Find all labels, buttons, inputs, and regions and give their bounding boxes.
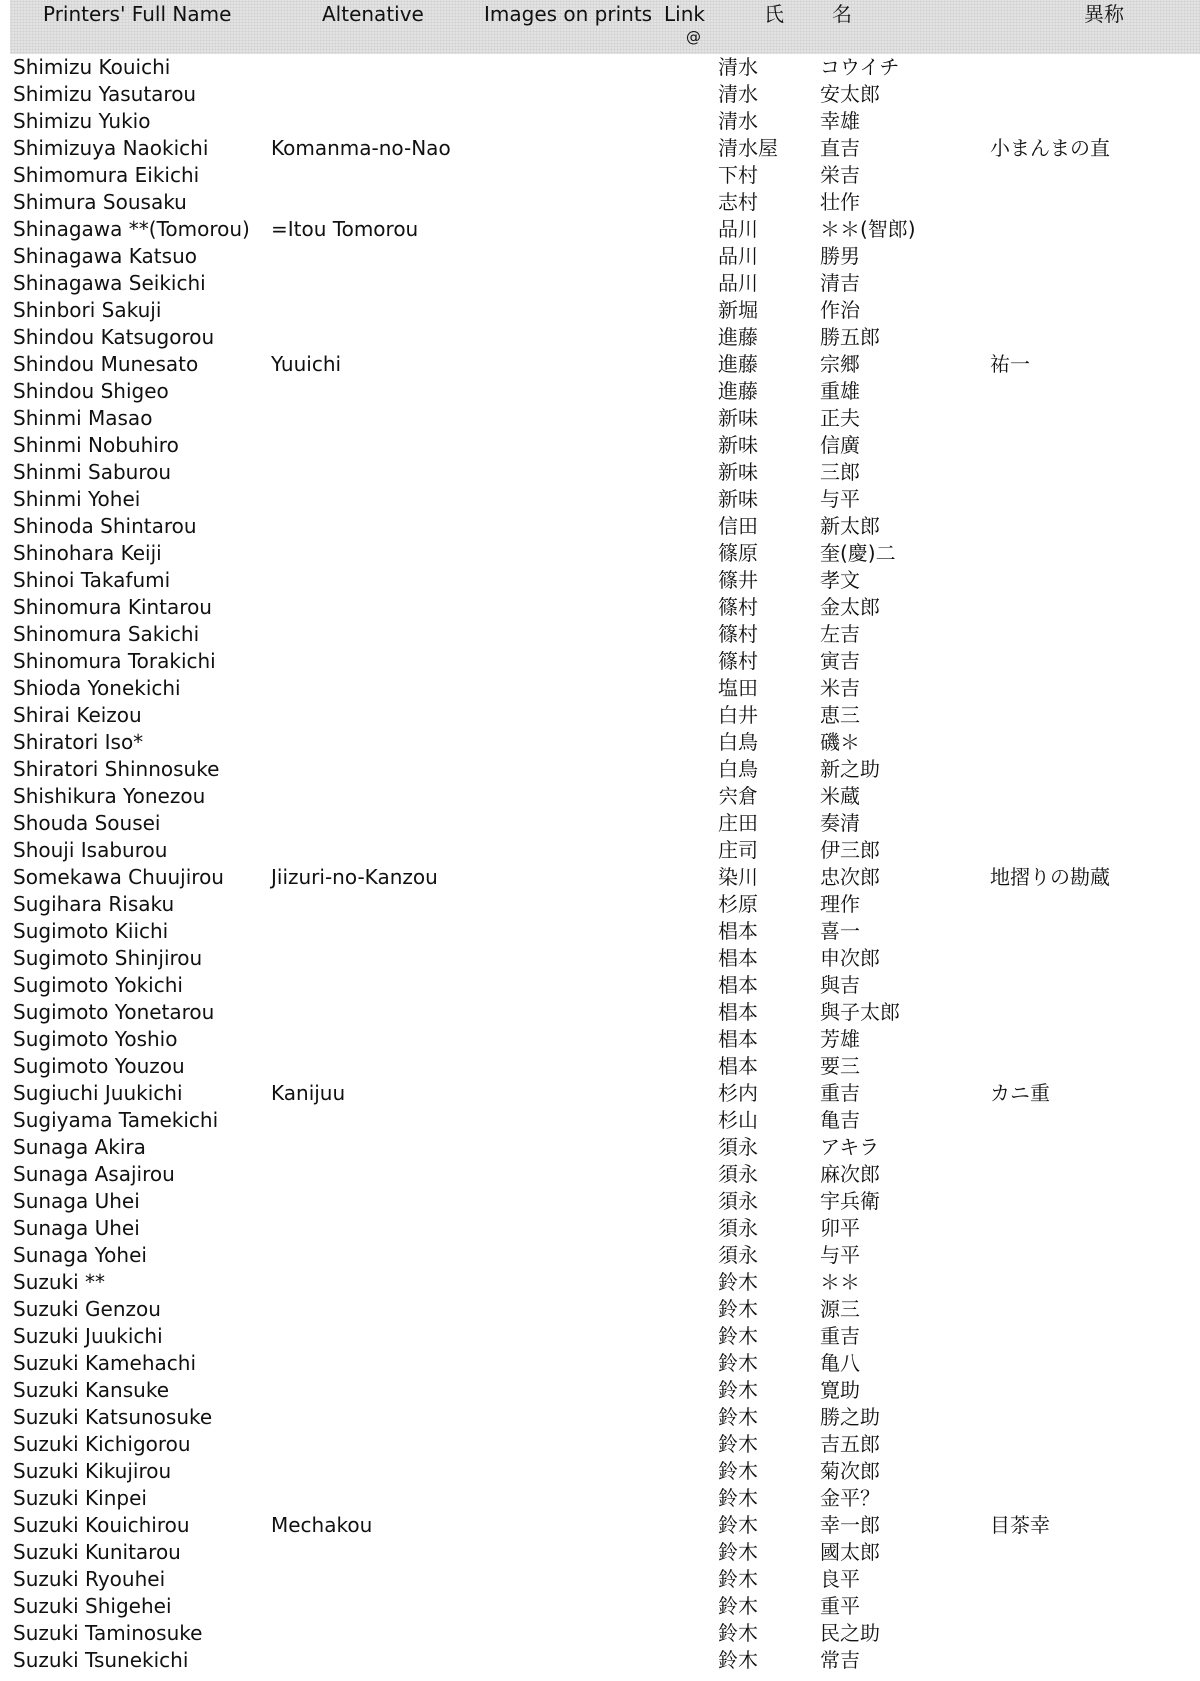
printer-given-name: 三郎: [820, 460, 860, 484]
table-row: [0, 675, 1200, 702]
printer-full-name: Shinomura Kintarou: [13, 595, 212, 619]
printer-surname: 杉山: [718, 1108, 758, 1132]
printer-full-name: Sunaga Asajirou: [13, 1162, 175, 1186]
printer-given-name: 新太郎: [820, 514, 880, 538]
table-row: [0, 702, 1200, 729]
printer-given-name: 新之助: [820, 757, 880, 781]
printer-surname: 鈴木: [718, 1405, 758, 1429]
printer-full-name: Shinomura Torakichi: [13, 649, 216, 673]
table-row: [0, 1539, 1200, 1566]
printer-full-name: Shimizuya Naokichi: [13, 136, 209, 160]
printer-surname: 新味: [718, 433, 758, 457]
printer-surname: 篠村: [718, 595, 758, 619]
printer-given-name: 國太郎: [820, 1540, 880, 1564]
table-row: [0, 810, 1200, 837]
printer-surname: 志村: [718, 190, 758, 214]
printer-surname: 進藤: [718, 325, 758, 349]
printer-surname: 進藤: [718, 352, 758, 376]
printer-full-name: Shimomura Eikichi: [13, 163, 200, 187]
table-row: [0, 1350, 1200, 1377]
printer-given-name: 常吉: [820, 1648, 860, 1672]
table-row: [0, 1620, 1200, 1647]
printer-surname: 鈴木: [718, 1567, 758, 1591]
table-row: [0, 270, 1200, 297]
printer-full-name: Sunaga Akira: [13, 1135, 146, 1159]
printer-given-name: 重雄: [820, 379, 860, 403]
printer-given-name: ＊＊(智郎): [820, 217, 916, 241]
table-row: [0, 486, 1200, 513]
printer-surname: 宍倉: [718, 784, 758, 808]
printer-surname: 鈴木: [718, 1351, 758, 1375]
printer-given-name: 米吉: [820, 676, 860, 700]
printer-full-name: Suzuki Katsunosuke: [13, 1405, 213, 1429]
printer-full-name: Shinmi Yohei: [13, 487, 141, 511]
table-row: [0, 513, 1200, 540]
printer-alternative-name: Yuuichi: [271, 352, 342, 376]
table-row: [0, 162, 1200, 189]
table-row: [0, 1323, 1200, 1350]
printer-given-name: 幸雄: [820, 109, 860, 133]
printer-surname: 鈴木: [718, 1594, 758, 1618]
printer-full-name: Shiratori Iso*: [13, 730, 144, 754]
printer-given-name: 奏清: [820, 811, 860, 835]
printer-alternative-name: =Itou Tomorou: [271, 217, 419, 241]
printer-given-name: 良平: [820, 1567, 860, 1591]
table-row: [0, 567, 1200, 594]
printer-full-name: Shinoi Takafumi: [13, 568, 171, 592]
table-row: [0, 1161, 1200, 1188]
printer-alias: 目茶幸: [990, 1513, 1050, 1537]
table-row: [0, 1080, 1200, 1107]
printer-given-name: 理作: [820, 892, 860, 916]
printer-given-name: 金太郎: [820, 595, 880, 619]
printer-given-name: 宗郷: [820, 352, 860, 376]
printer-surname: 椙本: [718, 1027, 758, 1051]
printer-surname: 染川: [718, 865, 758, 889]
printer-surname: 杉内: [718, 1081, 758, 1105]
header-given-name: 名: [832, 2, 852, 26]
printer-full-name: Sugimoto Yoshio: [13, 1027, 178, 1051]
printer-given-name: コウイチ: [820, 55, 900, 79]
printer-full-name: Shinbori Sakuji: [13, 298, 162, 322]
printer-surname: 椙本: [718, 1000, 758, 1024]
table-row: [0, 594, 1200, 621]
printer-full-name: Suzuki Kansuke: [13, 1378, 170, 1402]
printer-given-name: 芳雄: [820, 1027, 860, 1051]
table-row: [0, 837, 1200, 864]
table-row: [0, 1593, 1200, 1620]
printer-given-name: 忠次郎: [820, 865, 880, 889]
table-row: [0, 1242, 1200, 1269]
printer-given-name: 清吉: [820, 271, 860, 295]
printer-given-name: 勝五郎: [820, 325, 880, 349]
printer-surname: 須永: [718, 1162, 758, 1186]
printer-surname: 鈴木: [718, 1459, 758, 1483]
printer-given-name: 亀八: [820, 1351, 860, 1375]
printer-full-name: Sugimoto Youzou: [13, 1054, 185, 1078]
printer-full-name: Shimizu Yukio: [13, 109, 151, 133]
printer-full-name: Sugimoto Yonetarou: [13, 1000, 215, 1024]
table-row: [0, 405, 1200, 432]
printer-given-name: 与平: [820, 487, 860, 511]
printer-given-name: 正夫: [820, 406, 860, 430]
printer-given-name: 信廣: [820, 433, 860, 457]
printer-given-name: 重吉: [820, 1324, 860, 1348]
printer-given-name: 幸一郎: [820, 1513, 880, 1537]
table-row: [0, 756, 1200, 783]
printer-full-name: Suzuki Kikujirou: [13, 1459, 172, 1483]
table-row: [0, 918, 1200, 945]
printer-full-name: Shinmi Nobuhiro: [13, 433, 179, 457]
printer-surname: 椙本: [718, 973, 758, 997]
header-link: Link: [664, 2, 705, 26]
printer-full-name: Sugihara Risaku: [13, 892, 175, 916]
printer-surname: 鈴木: [718, 1513, 758, 1537]
printer-full-name: Shishikura Yonezou: [13, 784, 206, 808]
printer-given-name: 孝文: [820, 568, 860, 592]
printer-given-name: 奎(慶)二: [820, 541, 896, 565]
table-row: [0, 243, 1200, 270]
printer-surname: 篠原: [718, 541, 758, 565]
printer-full-name: Sunaga Uhei: [13, 1216, 140, 1240]
printer-surname: 白井: [718, 703, 758, 727]
printer-surname: 白鳥: [718, 757, 758, 781]
printer-surname: 鈴木: [718, 1378, 758, 1402]
printer-surname: 鈴木: [718, 1540, 758, 1564]
printer-surname: 鈴木: [718, 1486, 758, 1510]
printer-full-name: Sunaga Uhei: [13, 1189, 140, 1213]
table-row: [0, 729, 1200, 756]
table-row: [0, 216, 1200, 243]
printer-full-name: Shinagawa **(Tomorou): [13, 217, 250, 241]
table-row: [0, 1647, 1200, 1674]
printer-full-name: Shimizu Kouichi: [13, 55, 171, 79]
printer-given-name: 申次郎: [820, 946, 880, 970]
printer-surname: 清水屋: [718, 136, 778, 160]
printer-full-name: Shiratori Shinnosuke: [13, 757, 220, 781]
header-full-name: Printers' Full Name: [43, 2, 232, 26]
printer-given-name: 宇兵衛: [820, 1189, 880, 1213]
header-alias: 異称: [1084, 2, 1124, 26]
printer-given-name: 栄吉: [820, 163, 860, 187]
printer-given-name: 米蔵: [820, 784, 860, 808]
printer-surname: 品川: [718, 244, 758, 268]
printer-given-name: 寛助: [820, 1378, 860, 1402]
printer-given-name: 恵三: [820, 703, 860, 727]
printer-alias: 祐一: [990, 352, 1030, 376]
printer-given-name: 卯平: [820, 1216, 860, 1240]
printer-table-body: [0, 54, 1200, 1674]
printer-surname: 篠村: [718, 649, 758, 673]
printer-given-name: 重吉: [820, 1081, 860, 1105]
printer-alternative-name: Jiizuri-no-Kanzou: [271, 865, 438, 889]
printer-full-name: Sugimoto Shinjirou: [13, 946, 203, 970]
table-row: [0, 1215, 1200, 1242]
printer-surname: 鈴木: [718, 1432, 758, 1456]
printer-given-name: 勝男: [820, 244, 860, 268]
printer-surname: 進藤: [718, 379, 758, 403]
printer-given-name: 源三: [820, 1297, 860, 1321]
table-row: [0, 1512, 1200, 1539]
printer-full-name: Suzuki Kamehachi: [13, 1351, 197, 1375]
printer-surname: 品川: [718, 271, 758, 295]
printer-full-name: Suzuki Kinpei: [13, 1486, 147, 1510]
printer-surname: 鈴木: [718, 1324, 758, 1348]
printer-full-name: Shindou Shigeo: [13, 379, 169, 403]
table-row: [0, 1566, 1200, 1593]
printer-full-name: Shinmi Masao: [13, 406, 153, 430]
printer-given-name: アキラ: [820, 1135, 880, 1159]
printer-surname: 椙本: [718, 946, 758, 970]
printer-surname: 鈴木: [718, 1648, 758, 1672]
table-row: [0, 1377, 1200, 1404]
printer-full-name: Sugiuchi Juukichi: [13, 1081, 183, 1105]
table-row: [0, 189, 1200, 216]
printer-alias: 地摺りの勘蔵: [990, 865, 1110, 889]
printer-full-name: Shimizu Yasutarou: [13, 82, 197, 106]
table-row: [0, 1107, 1200, 1134]
printer-alternative-name: Komanma-no-Nao: [271, 136, 451, 160]
printer-full-name: Shinoda Shintarou: [13, 514, 197, 538]
printer-surname: 須永: [718, 1135, 758, 1159]
printer-given-name: 與子太郎: [820, 1000, 900, 1024]
table-row: [0, 378, 1200, 405]
table-row: [0, 1134, 1200, 1161]
printer-full-name: Shinagawa Katsuo: [13, 244, 197, 268]
table-row: [0, 108, 1200, 135]
printer-full-name: Shinohara Keiji: [13, 541, 162, 565]
printer-given-name: 与平: [820, 1243, 860, 1267]
printer-full-name: Suzuki Tsunekichi: [13, 1648, 189, 1672]
table-row: [0, 648, 1200, 675]
printer-surname: 清水: [718, 109, 758, 133]
table-row: [0, 1404, 1200, 1431]
printer-surname: 新味: [718, 460, 758, 484]
table-row: [0, 891, 1200, 918]
printer-full-name: Sunaga Yohei: [13, 1243, 147, 1267]
printer-given-name: ＊＊: [820, 1270, 860, 1294]
table-row: [0, 1053, 1200, 1080]
printer-full-name: Sugimoto Yokichi: [13, 973, 183, 997]
printer-given-name: 勝之助: [820, 1405, 880, 1429]
printer-given-name: 吉五郎: [820, 1432, 880, 1456]
printer-surname: 信田: [718, 514, 758, 538]
printer-surname: 品川: [718, 217, 758, 241]
printer-full-name: Shinomura Sakichi: [13, 622, 200, 646]
table-row: [0, 783, 1200, 810]
printer-surname: 杉原: [718, 892, 758, 916]
printer-alternative-name: Mechakou: [271, 1513, 373, 1537]
table-row: [0, 324, 1200, 351]
header-images-on-prints: Images on prints: [484, 2, 653, 26]
printer-given-name: 伊三郎: [820, 838, 880, 862]
printer-surname: 椙本: [718, 1054, 758, 1078]
printer-given-name: 作治: [820, 298, 860, 322]
printer-full-name: Suzuki Shigehei: [13, 1594, 172, 1618]
printer-surname: 庄司: [718, 838, 758, 862]
printer-surname: 鈴木: [718, 1297, 758, 1321]
table-row: [0, 1458, 1200, 1485]
table-row: [0, 351, 1200, 378]
printer-given-name: 重平: [820, 1594, 860, 1618]
printer-surname: 新味: [718, 406, 758, 430]
table-row: [0, 999, 1200, 1026]
printer-full-name: Sugimoto Kiichi: [13, 919, 169, 943]
printer-surname: 須永: [718, 1189, 758, 1213]
table-row: [0, 945, 1200, 972]
printer-given-name: 民之助: [820, 1621, 880, 1645]
printer-given-name: 磯＊: [820, 730, 860, 754]
printer-given-name: 喜一: [820, 919, 860, 943]
printer-given-name: 麻次郎: [820, 1162, 880, 1186]
printer-surname: 下村: [718, 163, 758, 187]
printer-surname: 清水: [718, 55, 758, 79]
printer-full-name: Suzuki **: [13, 1270, 106, 1294]
printer-full-name: Suzuki Ryouhei: [13, 1567, 166, 1591]
header-alternative: Altenative: [322, 2, 424, 26]
header-surname: 氏: [764, 2, 784, 26]
table-row: [0, 621, 1200, 648]
printer-given-name: 左吉: [820, 622, 860, 646]
printer-full-name: Shioda Yonekichi: [13, 676, 181, 700]
printer-surname: 須永: [718, 1216, 758, 1240]
printer-surname: 清水: [718, 82, 758, 106]
printer-given-name: 直吉: [820, 136, 860, 160]
table-header: [10, 0, 1200, 54]
printer-full-name: Suzuki Taminosuke: [13, 1621, 203, 1645]
printer-surname: 新味: [718, 487, 758, 511]
table-row: [0, 81, 1200, 108]
table-row: [0, 459, 1200, 486]
table-row: [0, 972, 1200, 999]
printer-given-name: 亀吉: [820, 1108, 860, 1132]
table-row: [0, 1188, 1200, 1215]
printer-full-name: Shouji Isaburou: [13, 838, 168, 862]
printer-full-name: Shinagawa Seikichi: [13, 271, 206, 295]
printer-given-name: 壮作: [820, 190, 860, 214]
printer-full-name: Sugiyama Tamekichi: [13, 1108, 219, 1132]
printer-surname: 篠村: [718, 622, 758, 646]
printer-full-name: Suzuki Juukichi: [13, 1324, 163, 1348]
printer-surname: 塩田: [718, 676, 758, 700]
printer-surname: 白鳥: [718, 730, 758, 754]
printer-given-name: 安太郎: [820, 82, 880, 106]
printer-alias: 小まんまの直: [990, 136, 1110, 160]
printer-surname: 鈴木: [718, 1270, 758, 1294]
printer-full-name: Somekawa Chuujirou: [13, 865, 224, 889]
printer-given-name: 菊次郎: [820, 1459, 880, 1483]
table-row: [0, 1296, 1200, 1323]
printer-full-name: Shirai Keizou: [13, 703, 142, 727]
table-row: [0, 1431, 1200, 1458]
printer-given-name: 與吉: [820, 973, 860, 997]
printer-full-name: Shindou Katsugorou: [13, 325, 215, 349]
printer-alternative-name: Kanijuu: [271, 1081, 346, 1105]
printer-given-name: 寅吉: [820, 649, 860, 673]
table-row: [0, 540, 1200, 567]
printer-surname: 庄田: [718, 811, 758, 835]
printer-full-name: Shimura Sousaku: [13, 190, 187, 214]
printer-surname: 鈴木: [718, 1621, 758, 1645]
table-row: [0, 1485, 1200, 1512]
printer-surname: 篠井: [718, 568, 758, 592]
printer-full-name: Suzuki Kunitarou: [13, 1540, 181, 1564]
printer-surname: 新堀: [718, 298, 758, 322]
table-row: [0, 432, 1200, 459]
header-link-sub: @: [686, 28, 701, 46]
table-row: [0, 297, 1200, 324]
table-row: [0, 135, 1200, 162]
printer-full-name: Suzuki Genzou: [13, 1297, 161, 1321]
table-row: [0, 1026, 1200, 1053]
printer-given-name: 要三: [820, 1054, 860, 1078]
table-row: [0, 54, 1200, 81]
printer-full-name: Shouda Sousei: [13, 811, 161, 835]
printer-surname: 椙本: [718, 919, 758, 943]
printer-surname: 須永: [718, 1243, 758, 1267]
printer-full-name: Suzuki Kouichirou: [13, 1513, 190, 1537]
printer-full-name: Suzuki Kichigorou: [13, 1432, 191, 1456]
printer-alias: カニ重: [990, 1081, 1050, 1105]
printer-given-name: 金平？: [820, 1486, 880, 1510]
table-row: [0, 864, 1200, 891]
table-row: [0, 1269, 1200, 1296]
printer-full-name: Shinmi Saburou: [13, 460, 172, 484]
printer-full-name: Shindou Munesato: [13, 352, 199, 376]
